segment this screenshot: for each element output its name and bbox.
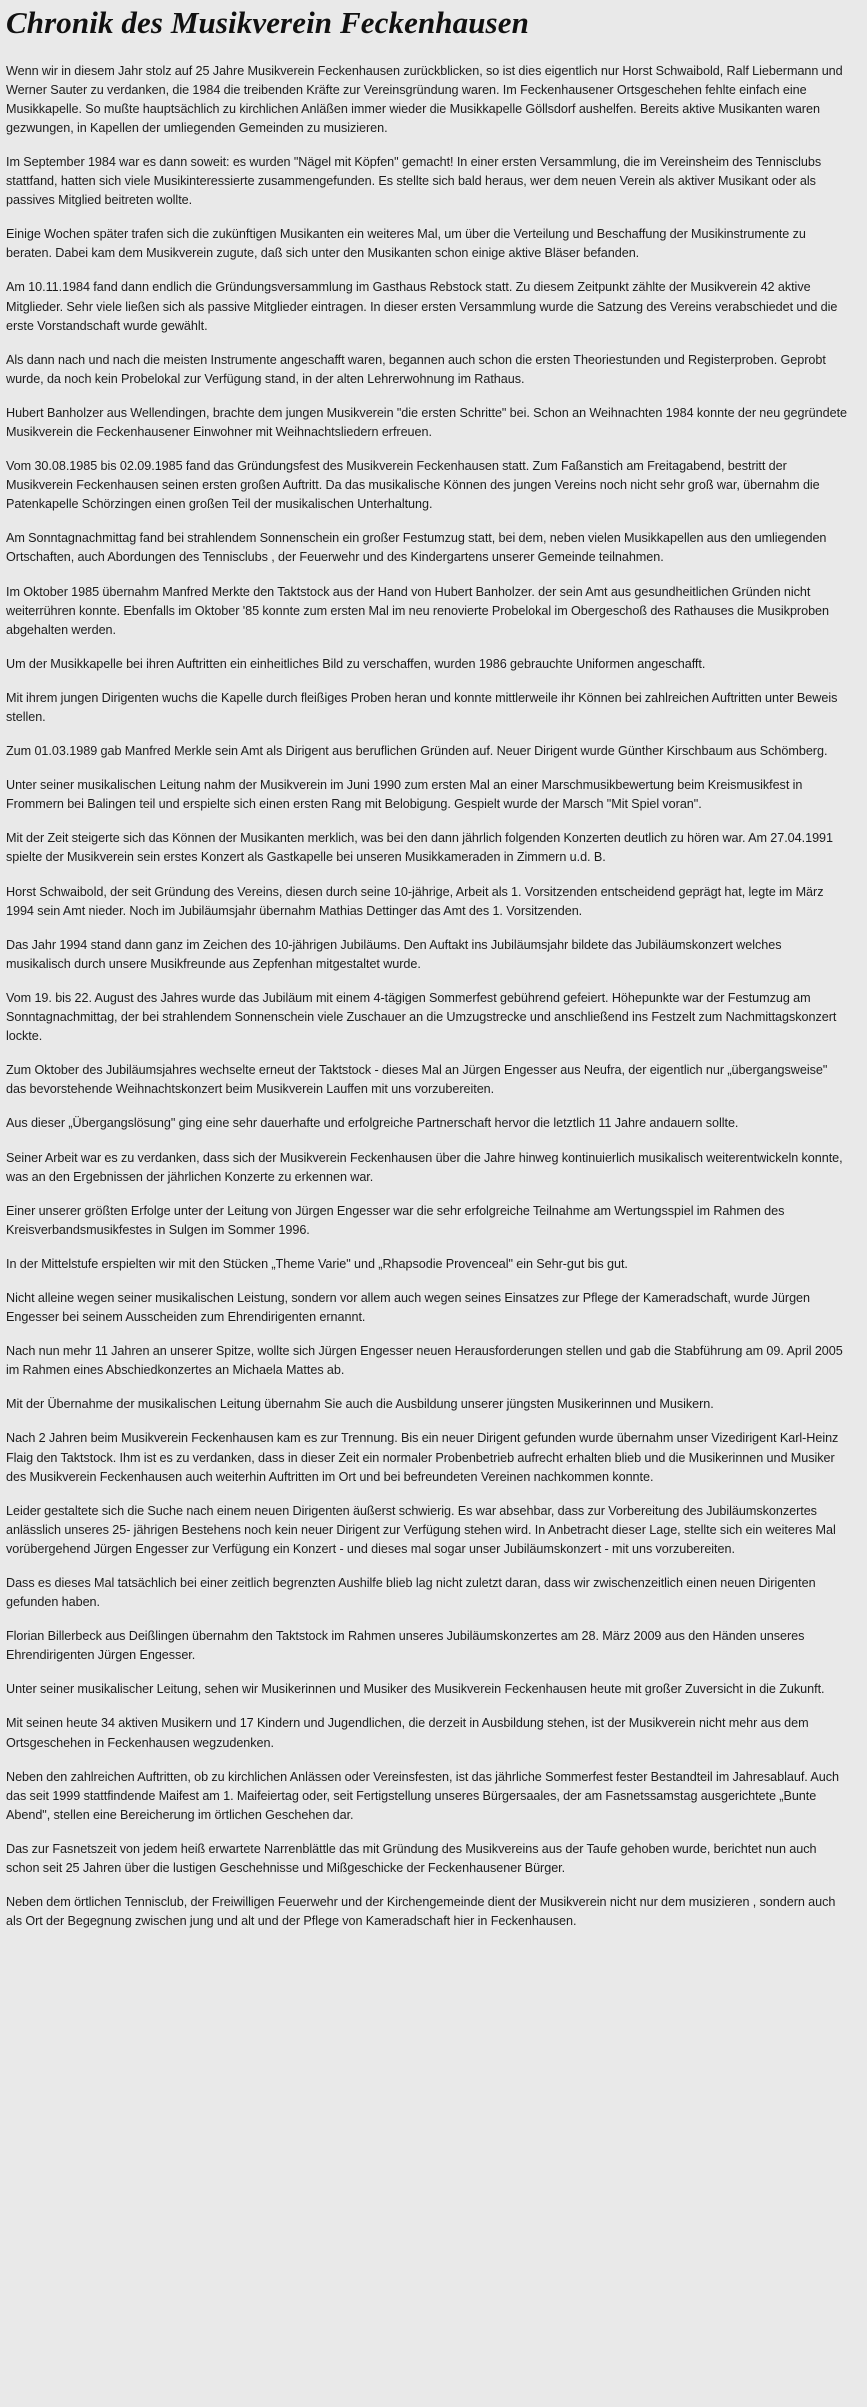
paragraph: Zum 01.03.1989 gab Manfred Merkle sein Amt als Dirigent aus beruflichen Gründen auf. Neuer Dirigent wurde Günther Kirschbaum aus Schömberg. <box>6 743 828 759</box>
paragraph: Am 10.11.1984 fand dann endlich die Gründungsversammlung im Gasthaus Rebstock statt. Zu diesem Zeitpunkt zählte der Musikverein 42 aktive Mitglieder. Sehr viele ließen sich als passive Mitglieder eintragen. In dieser ersten Versammlung wurde die Satzung des Vereins verabschiedet und die erste Vorstandschaft wurde gewählt. <box>6 279 838 333</box>
paragraph: Hubert Banholzer aus Wellendingen, brachte dem jungen Musikverein "die ersten Schritte" bei. Schon an Weihnachten 1984 konnte der neu gegründete Musikverein die Feckenhausener Einwohner mit Weihnachtsliedern erfreuen. <box>6 404 848 439</box>
paragraph: Nach nun mehr 11 Jahren an unserer Spitze, wollte sich Jürgen Engesser neuen Herausforderungen stellen und gab die Stabführung am 09. April 2005 im Rahmen eines Abschiedkonzertes an Michaela Mattes ab. <box>6 1343 843 1378</box>
paragraph: Einige Wochen später trafen sich die zukünftigen Musikanten ein weiteres Mal, um über die Verteilung und Beschaffung der Musikinstrumente zu beraten. Dabei kam dem Musikverein zugute, daß sich unter den Musikanten schon einige aktive Bläser befanden. <box>6 226 806 261</box>
paragraph: Vom 19. bis 22. August des Jahres wurde das Jubiläum mit einem 4-tägigen Sommerfest gebührend gefeiert. Höhepunkte war der Festumzug am Sonntagnachmittag, der bei strahlendem Sonnenschein viele Zuschauer an die Umzugstrecke und anschließend ins Festzelt zum Nachmittagskonzert lockte. <box>6 989 837 1044</box>
paragraph: Wenn wir in diesem Jahr stolz auf 25 Jahre Musikverein Feckenhausen zurückblicken, so ist dies eigentlich nur Horst Schwaibold, Ralf Liebermann und Werner Sauter zu verdanken, die 1984 die treibenden Kräfte zur Vereinsgründung waren. Im Feckenhausener Ortsgeschehen fehlte einfach eine Musikkapelle. So mußte hauptsächlich zu kirchlichen Anläßen immer wieder die Musikkapelle Göllsdorf aushelfen. Bereits aktive Musikanten waren gezwungen, in Kapellen der umliegenden Gemeinden zu musizieren. <box>6 62 843 135</box>
paragraph: Seiner Arbeit war es zu verdanken, dass sich der Musikverein Feckenhausen über die Jahre hinweg kontinuierlich musikalisch weiterentwickeln konnte, was an den Ergebnissen der jährlichen Konzerte zu erkennen war. <box>6 1149 843 1184</box>
paragraph: Mit der Übernahme der musikalischen Leitung übernahm Sie auch die Ausbildung unserer jüngsten Musikerinnen und Musikern. <box>6 1396 714 1412</box>
paragraph: Das zur Fasnetszeit von jedem heiß erwartete Narrenblättle das mit Gründung des Musikvereins aus der Taufe gehoben wurde, berichtet nun auch schon seit 25 Jahren über die lustigen Geschehnisse und Mißgeschicke der Feckenhausener Bürger. <box>6 1840 817 1876</box>
document-body <box>6 61 849 1931</box>
paragraph: Nicht alleine wegen seiner musikalischen Leistung, sondern vor allem auch wegen seines Einsatzes zur Pflege der Kameradschaft, wurde Jürgen Engesser bei seinem Ausscheiden zum Ehrendirigenten ernannt. <box>6 1289 811 1325</box>
paragraph: Florian Billerbeck aus Deißlingen übernahm den Taktstock im Rahmen unseres Jubiläumskonzertes am 28. März 2009 aus den Händen unseres Ehrendirigenten Jürgen Engesser. <box>6 1628 805 1663</box>
paragraph: In der Mittelstufe erspielten wir mit den Stücken „Theme Varie" und „Rhapsodie Provenceal" ein Sehr-gut bis gut. <box>6 1255 628 1271</box>
paragraph: Nach 2 Jahren beim Musikverein Feckenhausen kam es zur Trennung. Bis ein neuer Dirigent gefunden wurde übernahm unser Vizedirigent Karl-Heinz Flaig den Taktstock. Ihm ist es zu verdanken, dass in dieser Zeit ein normaler Probenbetrieb aufrecht erhalten blieb und die Musikerinnen und Musiker des Musikverein Feckenhausen auch weiterhin Auftritten im Ort und bei befreundeten Vereinen nachkommen konnte. <box>6 1430 839 1484</box>
paragraph: Aus dieser „Übergangslösung" ging eine sehr dauerhafte und erfolgreiche Partnerschaft hervor die letztlich 11 Jahre andauern sollte. <box>6 1115 739 1131</box>
paragraph: Unter seiner musikalischer Leitung, sehen wir Musikerinnen und Musiker des Musikverein Feckenhausen heute mit großer Zuversicht in die Zukunft. <box>6 1681 825 1697</box>
paragraph: Um der Musikkapelle bei ihren Auftritten ein einheitliches Bild zu verschaffen, wurden 1986 gebrauchte Uniformen angeschafft. <box>6 655 706 671</box>
paragraph: Vom 30.08.1985 bis 02.09.1985 fand das Gründungsfest des Musikverein Feckenhausen statt. Zum Faßanstich am Freitagabend, bestritt der Musikverein Feckenhausen seinen ersten großen Auftritt. Da das musikalische Können des jungen Vereins noch nicht sehr groß war, übernahm die Patenkapelle Schörzingen einen großen Teil der musikalischen Unterhaltung. <box>6 458 820 512</box>
paragraph: Das Jahr 1994 stand dann ganz im Zeichen des 10-jährigen Jubiläums. Den Auftakt ins Jubiläumsjahr bildete das Jubiläumskonzert welches musikalisch durch unsere Musikfreunde aus Zepfenhan mitgestaltet wurde. <box>6 936 782 971</box>
paragraph: Im Oktober 1985 übernahm Manfred Merkte den Taktstock aus der Hand von Hubert Banholzer. der sein Amt aus gesundheitlichen Gründen nicht weiterrühren konnte. Ebenfalls im Oktober '85 konnte zum ersten Mal im neu renovierte Probelokal im Obergeschoß des Rathauses die Musikproben abgehalten werden. <box>6 583 830 637</box>
paragraph: Leider gestaltete sich die Suche nach einem neuen Dirigenten äußerst schwierig. Es war absehbar, dass zur Vorbereitung des Jubiläumskonzertes anlässlich unseres 25- jährigen Bestehens noch kein neuer Dirigent zur Verfügung stehen wird. In Anbetracht dieser Lage, stellte sich ein weiteres Mal vorübergehend Jürgen Engesser zur Verfügung ein Konzert - und dieses mal sogar unser Jubiläumskonzert - mit uns vorzubereiten. <box>6 1502 836 1556</box>
paragraph: Am Sonntagnachmittag fand bei strahlendem Sonnenschein ein großer Festumzug statt, bei dem, neben vielen Musikkapellen aus den umliegenden Ortschaften, auch Abordungen des Tennisclubs , der Feuerwehr und des Kindergartens unserer Gemeinde teilnahmen. <box>6 530 827 565</box>
paragraph: Unter seiner musikalischen Leitung nahm der Musikverein im Juni 1990 zum ersten Mal an einer Marschmusikbewertung beim Kreismusikfest in Frommern bei Balingen teil und erspielte sich einen ersten Rang mit Belobigung. Gespielt wurde der Marsch "Mit Spiel voran". <box>6 777 803 812</box>
paragraph: Neben dem örtlichen Tennisclub, der Freiwilligen Feuerwehr und der Kirchengemeinde dient der Musikverein nicht nur dem musizieren , sondern auch als Ort der Begegnung zwischen jung und alt und der Pflege von Kameradschaft hier in Feckenhausen. <box>6 1894 836 1929</box>
paragraph: Mit seinen heute 34 aktiven Musikern und 17 Kindern und Jugendlichen, die derzeit in Ausbildung stehen, ist der Musikverein nicht mehr aus dem Ortsgeschehen in Feckenhausen wegzudenken. <box>6 1715 809 1750</box>
paragraph: Im September 1984 war es dann soweit: es wurden "Nägel mit Köpfen" gemacht! In einer ersten Versammlung, die im Vereinsheim des Tennisclubs stattfand, hatten sich viele Musikinteressierte zusammengefunden. Es stellte sich bald heraus, wer dem neuen Verein als aktiver Musikant oder als passives Mitglied beitreten wollte. <box>6 153 822 208</box>
paragraph: Dass es dieses Mal tatsächlich bei einer zeitlich begrenzten Aushilfe blieb lag nicht zuletzt daran, dass wir zwischenzeitlich einen neuen Dirigenten gefunden haben. <box>6 1575 816 1610</box>
paragraph: Horst Schwaibold, der seit Gründung des Vereins, diesen durch seine 10-jährige, Arbeit als 1. Vorsitzenden entscheidend geprägt hat, legte im März 1994 sein Amt nieder. Noch im Jubiläumsjahr übernahm Mathias Dettinger das Amt des 1. Vorsitzenden. <box>6 883 824 918</box>
paragraph: Mit ihrem jungen Dirigenten wuchs die Kapelle durch fleißiges Proben heran und konnte mittlerweile ihr Können bei zahlreichen Auftritten unter Beweis stellen. <box>6 689 838 725</box>
paragraph: Neben den zahlreichen Auftritten, ob zu kirchlichen Anlässen oder Vereinsfesten, ist das jährliche Sommerfest fester Bestandteil im Jahresablauf. Auch das seit 1999 stattfindende Maifest am 1. Maifeiertag oder, seit Fertigstellung unseres Bürgersaales, der am Fasnetssamstag ausgerichtete „Bunte Abend", stellen eine Bereicherung im örtlichen Geschehen dar. <box>6 1768 839 1822</box>
paragraph: Zum Oktober des Jubiläumsjahres wechselte erneut der Taktstock - dieses Mal an Jürgen Engesser aus Neufra, der eigentlich nur „übergangsweise" das bevorstehende Weihnachtskonzert beim Musikverein Lauffen mit uns vorzubereiten. <box>6 1062 828 1097</box>
paragraph: Einer unserer größten Erfolge unter der Leitung von Jürgen Engesser war die sehr erfolgreiche Teilnahme am Wertungsspiel im Rahmen des Kreisverbandsmusikfestes in Sulgen im Sommer 1996. <box>6 1202 785 1237</box>
paragraph: Als dann nach und nach die meisten Instrumente angeschafft waren, begannen auch schon die ersten Theoriestunden und Registerproben. Geprobt wurde, da noch kein Probelokal zur Verfügung stand, in der alten Lehrerwohnung im Rathaus. <box>6 351 826 386</box>
page-title: Chronik des Musikverein Feckenhausen <box>6 5 529 40</box>
paragraph: Mit der Zeit steigerte sich das Können der Musikanten merklich, was bei den dann jährlich folgenden Konzerten deutlich zu hören war. Am 27.04.1991 spielte der Musikverein sein erstes Konzert als Gastkapelle bei unseren Musikkameraden in Zimmern u.d. B. <box>6 830 834 865</box>
